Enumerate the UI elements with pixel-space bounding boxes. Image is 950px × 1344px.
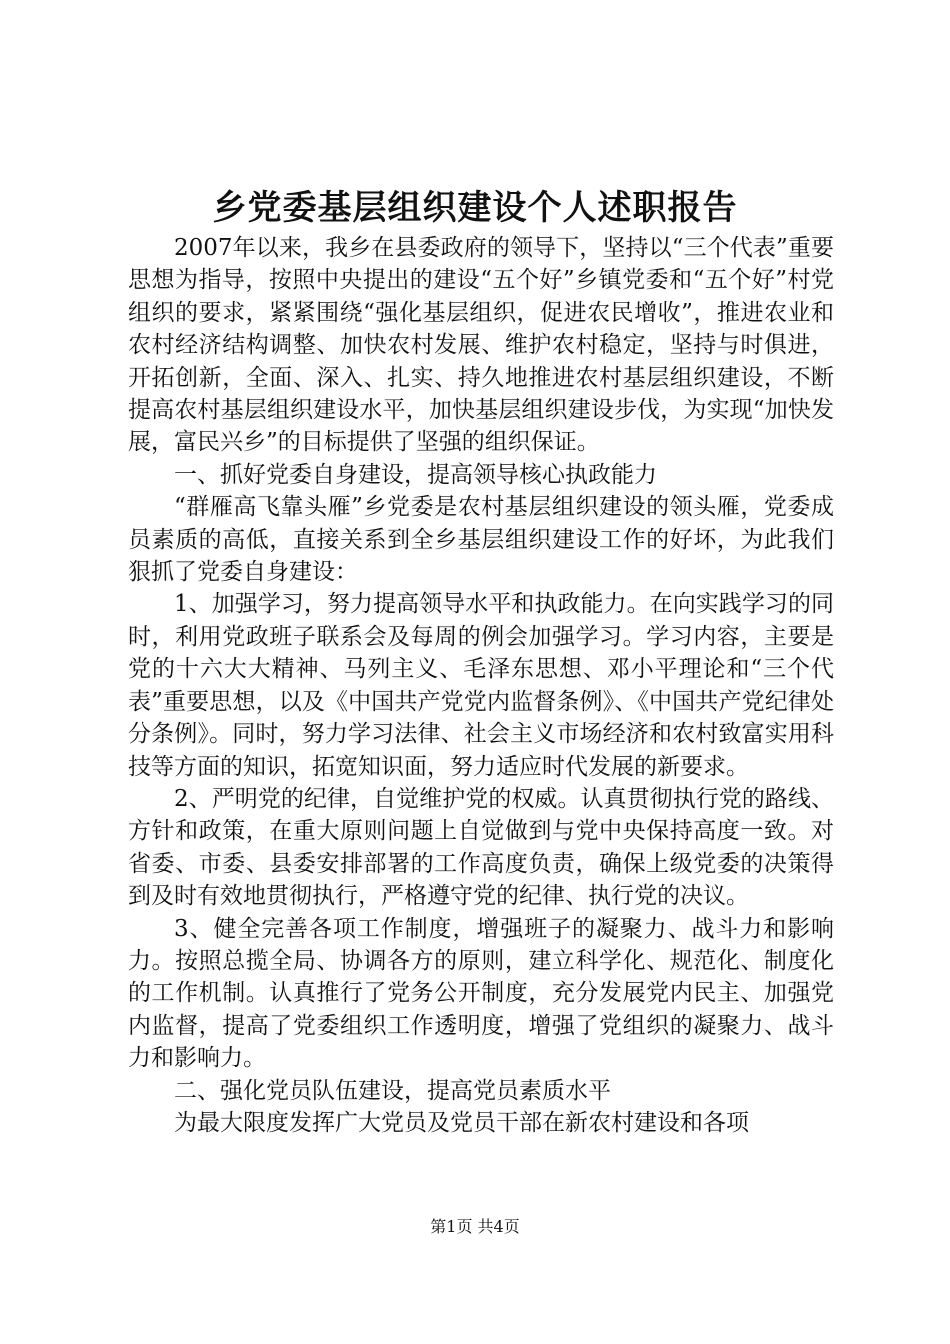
- paragraph-item-2: 2、严明党的纪律，自觉维护党的权威。认真贯彻执行党的路线、方针和政策，在重大原则问题上自觉做到与党中央保持高度一致。对省委、市委、县委安排部署的工作高度负责，确保上级党委的决策得到及时有效地贯彻执行，严格遵守党的纪律、执行党的决议。: [128, 785, 834, 910]
- section-heading-1: 一、抓好党委自身建设，提高领导核心执政能力: [174, 461, 657, 488]
- paragraph-intro: 2007年以来，我乡在县委政府的领导下，坚持以“三个代表”重要思想为指导，按照中央提出的建设“五个好”乡镇党委和“五个好”村党组织的要求，紧紧围绕“强化基层组织，促进农民增收”，推进农业和农村经济结构调整、加快农村发展、维护农村稳定，坚持与时俱进，开拓创新，全面、深入、扎实、持久地推进农村基层组织建设，不断提高农村基层组织建设水平，加快基层组织建设步伐，为实现“加快发展，富民兴乡”的目标提供了坚强的组织保证。: [128, 235, 834, 456]
- paragraph-lead-goose: “群雁高飞靠头雁”乡党委是农村基层组织建设的领头雁，党委成员素质的高低，直接关系到全乡基层组织建设工作的好坏，为此我们狠抓了党委自身建设：: [128, 494, 834, 586]
- page-footer: 第1页 共4页: [430, 1217, 520, 1236]
- document-body: [128, 232, 834, 1139]
- section-heading-2: 二、强化党员队伍建设，提高党员素质水平: [174, 1077, 611, 1104]
- paragraph-item-1: 1、加强学习，努力提高领导水平和执政能力。在向实践学习的同时，利用党政班子联系会及每周的例会加强学习。学习内容，主要是党的十六大大精神、马列主义、毛泽东思想、邓小平理论和“三个代表”重要思想，以及《中国共产党党内监督条例》、《中国共产党纪律处分条例》。同时，努力学习法律、社会主义市场经济和农村致富实用科技等方面的知识，拓宽知识面，努力适应时代发展的新要求。: [128, 591, 834, 780]
- paragraph-continued: 为最大限度发挥广大党员及党员干部在新农村建设和各项: [174, 1109, 749, 1136]
- paragraph-item-3: 3、健全完善各项工作制度，增强班子的凝聚力、战斗力和影响力。按照总揽全局、协调各方的原则，建立科学化、规范化、制度化的工作机制。认真推行了党务公开制度，充分发展党内民主、加强党内监督，提高了党委组织工作透明度，增强了党组织的凝聚力、战斗力和影响力。: [128, 915, 834, 1072]
- document-title: 乡党委基层组织建设个人述职报告: [212, 188, 738, 228]
